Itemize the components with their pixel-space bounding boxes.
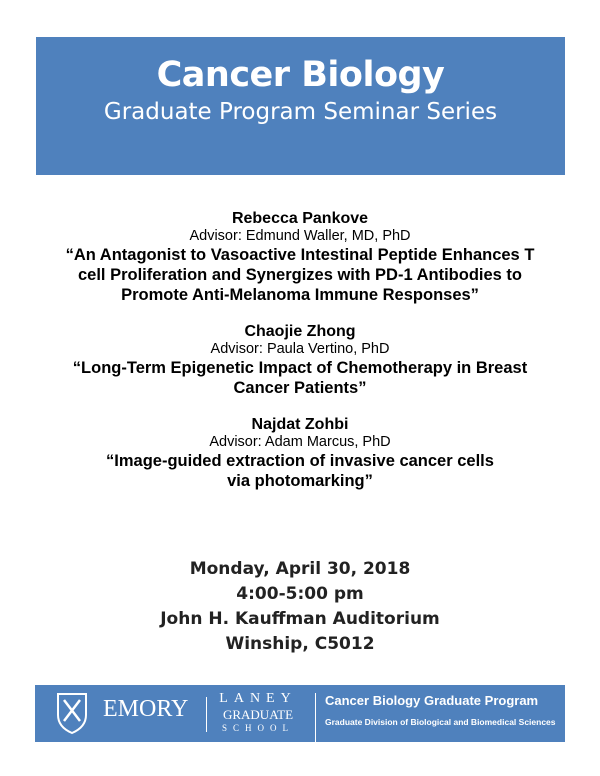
laney-text: LANEY (219, 691, 297, 706)
speaker-name: Najdat Zohbi (251, 416, 349, 433)
emory-wordmark: EMORY (103, 696, 189, 722)
talk-title-line: “An Antagonist to Vasoactive Intestinal Peptide Enhances T (65, 246, 535, 264)
division-name: Graduate Division of Biological and Biomedical Sciences (325, 717, 556, 727)
talk-title-line: “Image-guided extraction of invasive cancer cells (106, 452, 494, 470)
event-room: Winship, C5012 (225, 634, 375, 654)
talk-1 (0, 209, 600, 305)
event-date: Monday, April 30, 2018 (189, 559, 411, 579)
series-subtitle: Graduate Program Seminar Series (103, 99, 498, 125)
speaker-name: Chaojie Zhong (244, 323, 356, 340)
school-text: SCHOOL (221, 723, 294, 733)
divider (315, 693, 316, 742)
advisor: Advisor: Adam Marcus, PhD (209, 434, 391, 450)
event-venue: John H. Kauffman Auditorium (160, 609, 440, 629)
advisor: Advisor: Edmund Waller, MD, PhD (189, 228, 411, 244)
talk-title-line: cell Proliferation and Synergizes with PD-1 Antibodies to (77, 266, 523, 284)
talk-3 (0, 415, 600, 491)
header-banner (36, 37, 565, 175)
emory-shield-icon (55, 691, 89, 735)
talk-title-line: Promote Anti-Melanoma Immune Responses” (121, 286, 479, 304)
speaker-name: Rebecca Pankove (231, 210, 369, 227)
talk-list (0, 209, 600, 508)
series-title: Cancer Biology (156, 55, 445, 95)
event-time: 4:00-5:00 pm (236, 584, 364, 604)
talk-title-line: via photomarking” (227, 472, 373, 490)
talk-title-line: “Long-Term Epigenetic Impact of Chemotherapy in Breast (72, 359, 528, 377)
laney-logo (213, 691, 303, 733)
talk-2 (0, 322, 600, 398)
program-name: Cancer Biology Graduate Program (325, 693, 539, 708)
divider (206, 697, 207, 732)
advisor: Advisor: Paula Vertino, PhD (210, 341, 390, 357)
graduate-text: GRADUATE (222, 707, 294, 722)
footer-banner (35, 685, 565, 742)
event-details (0, 557, 600, 657)
talk-title-line: Cancer Patients” (233, 379, 367, 397)
